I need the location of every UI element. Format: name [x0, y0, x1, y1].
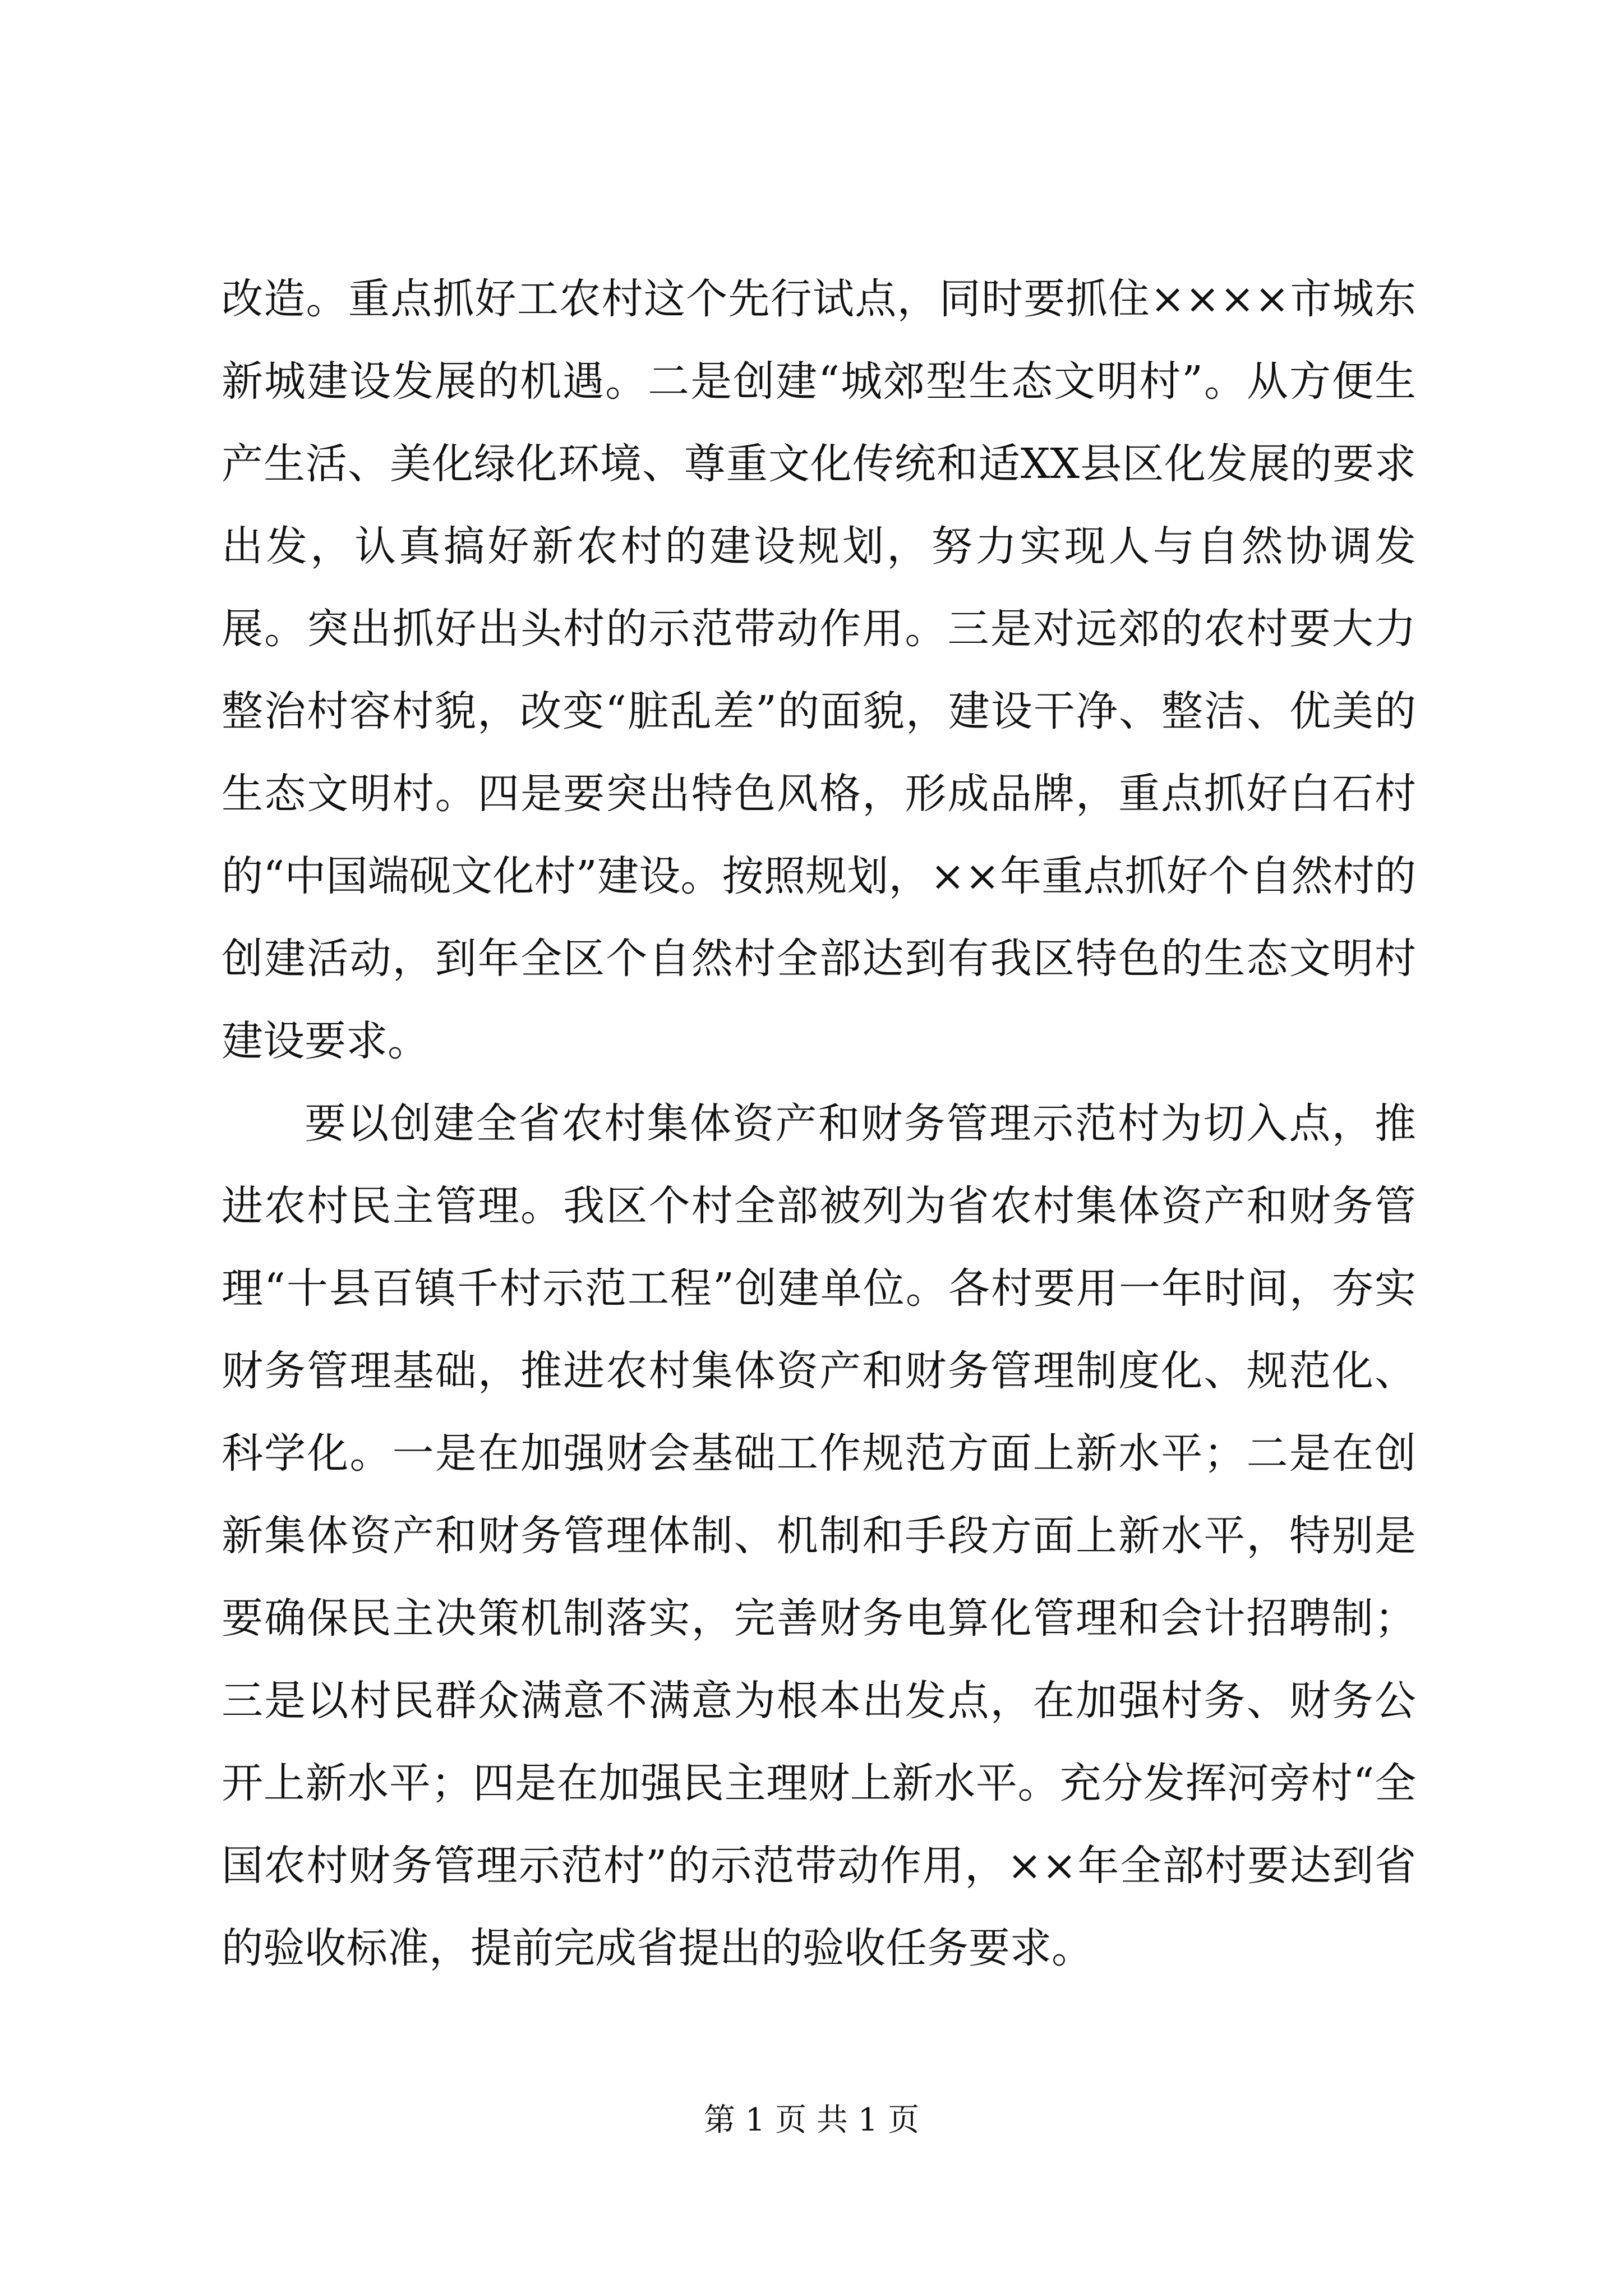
page-footer	[0, 2098, 1623, 2143]
paragraph-continued: 改造。重点抓好工农村这个先行试点，同时要抓住××××市城东新城建设发展的机遇。二是创建“城郊型生态文明村”。从方便生产生活、美化绿化环境、尊重文化传统和适XX县区化发展的要求出发，认真搞好新农村的建设规划，努力实现人与自然协调发展。突出抓好出头村的示范带动作用。三是对远郊的农村要大力整治村容村貌，改变“脏乱差”的面貌，建设干净、整洁、优美的生态文明村。四是要突出特色风格，形成品牌，重点抓好白石村的“中国端砚文化村”建设。按照规划，××年重点抓好个自然村的创建活动，到年全区个自然村全部达到有我区特色的生态文明村建设要求。	[222, 275, 1416, 1065]
paragraph-democratic-management: 要以创建全省农村集体资产和财务管理示范村为切入点，推进农村民主管理。我区个村全部被列为省农村集体资产和财务管理“十县百镇千村示范工程”创建单位。各村要用一年时间，夯实财务管理基础，推进农村集体资产和财务管理制度化、规范化、科学化。一是在加强财会基础工作规范方面上新水平；二是在创新集体资产和财务管理体制、机制和手段方面上新水平，特别是要确保民主决策机制落实，完善财务电算化管理和会计招聘制；三是以村民群众满意不满意为根本出发点，在加强村务、财务公开上新水平；四是在加强民主理财上新水平。充分发挥河旁村“全国农村财务管理示范村”的示范带动作用，××年全部村要达到省的验收标准，提前完成省提出的验收任务要求。	[222, 1099, 1416, 1972]
document-body	[222, 258, 1416, 1990]
page-number-label: 第 1 页 共 1 页	[703, 2102, 920, 2138]
